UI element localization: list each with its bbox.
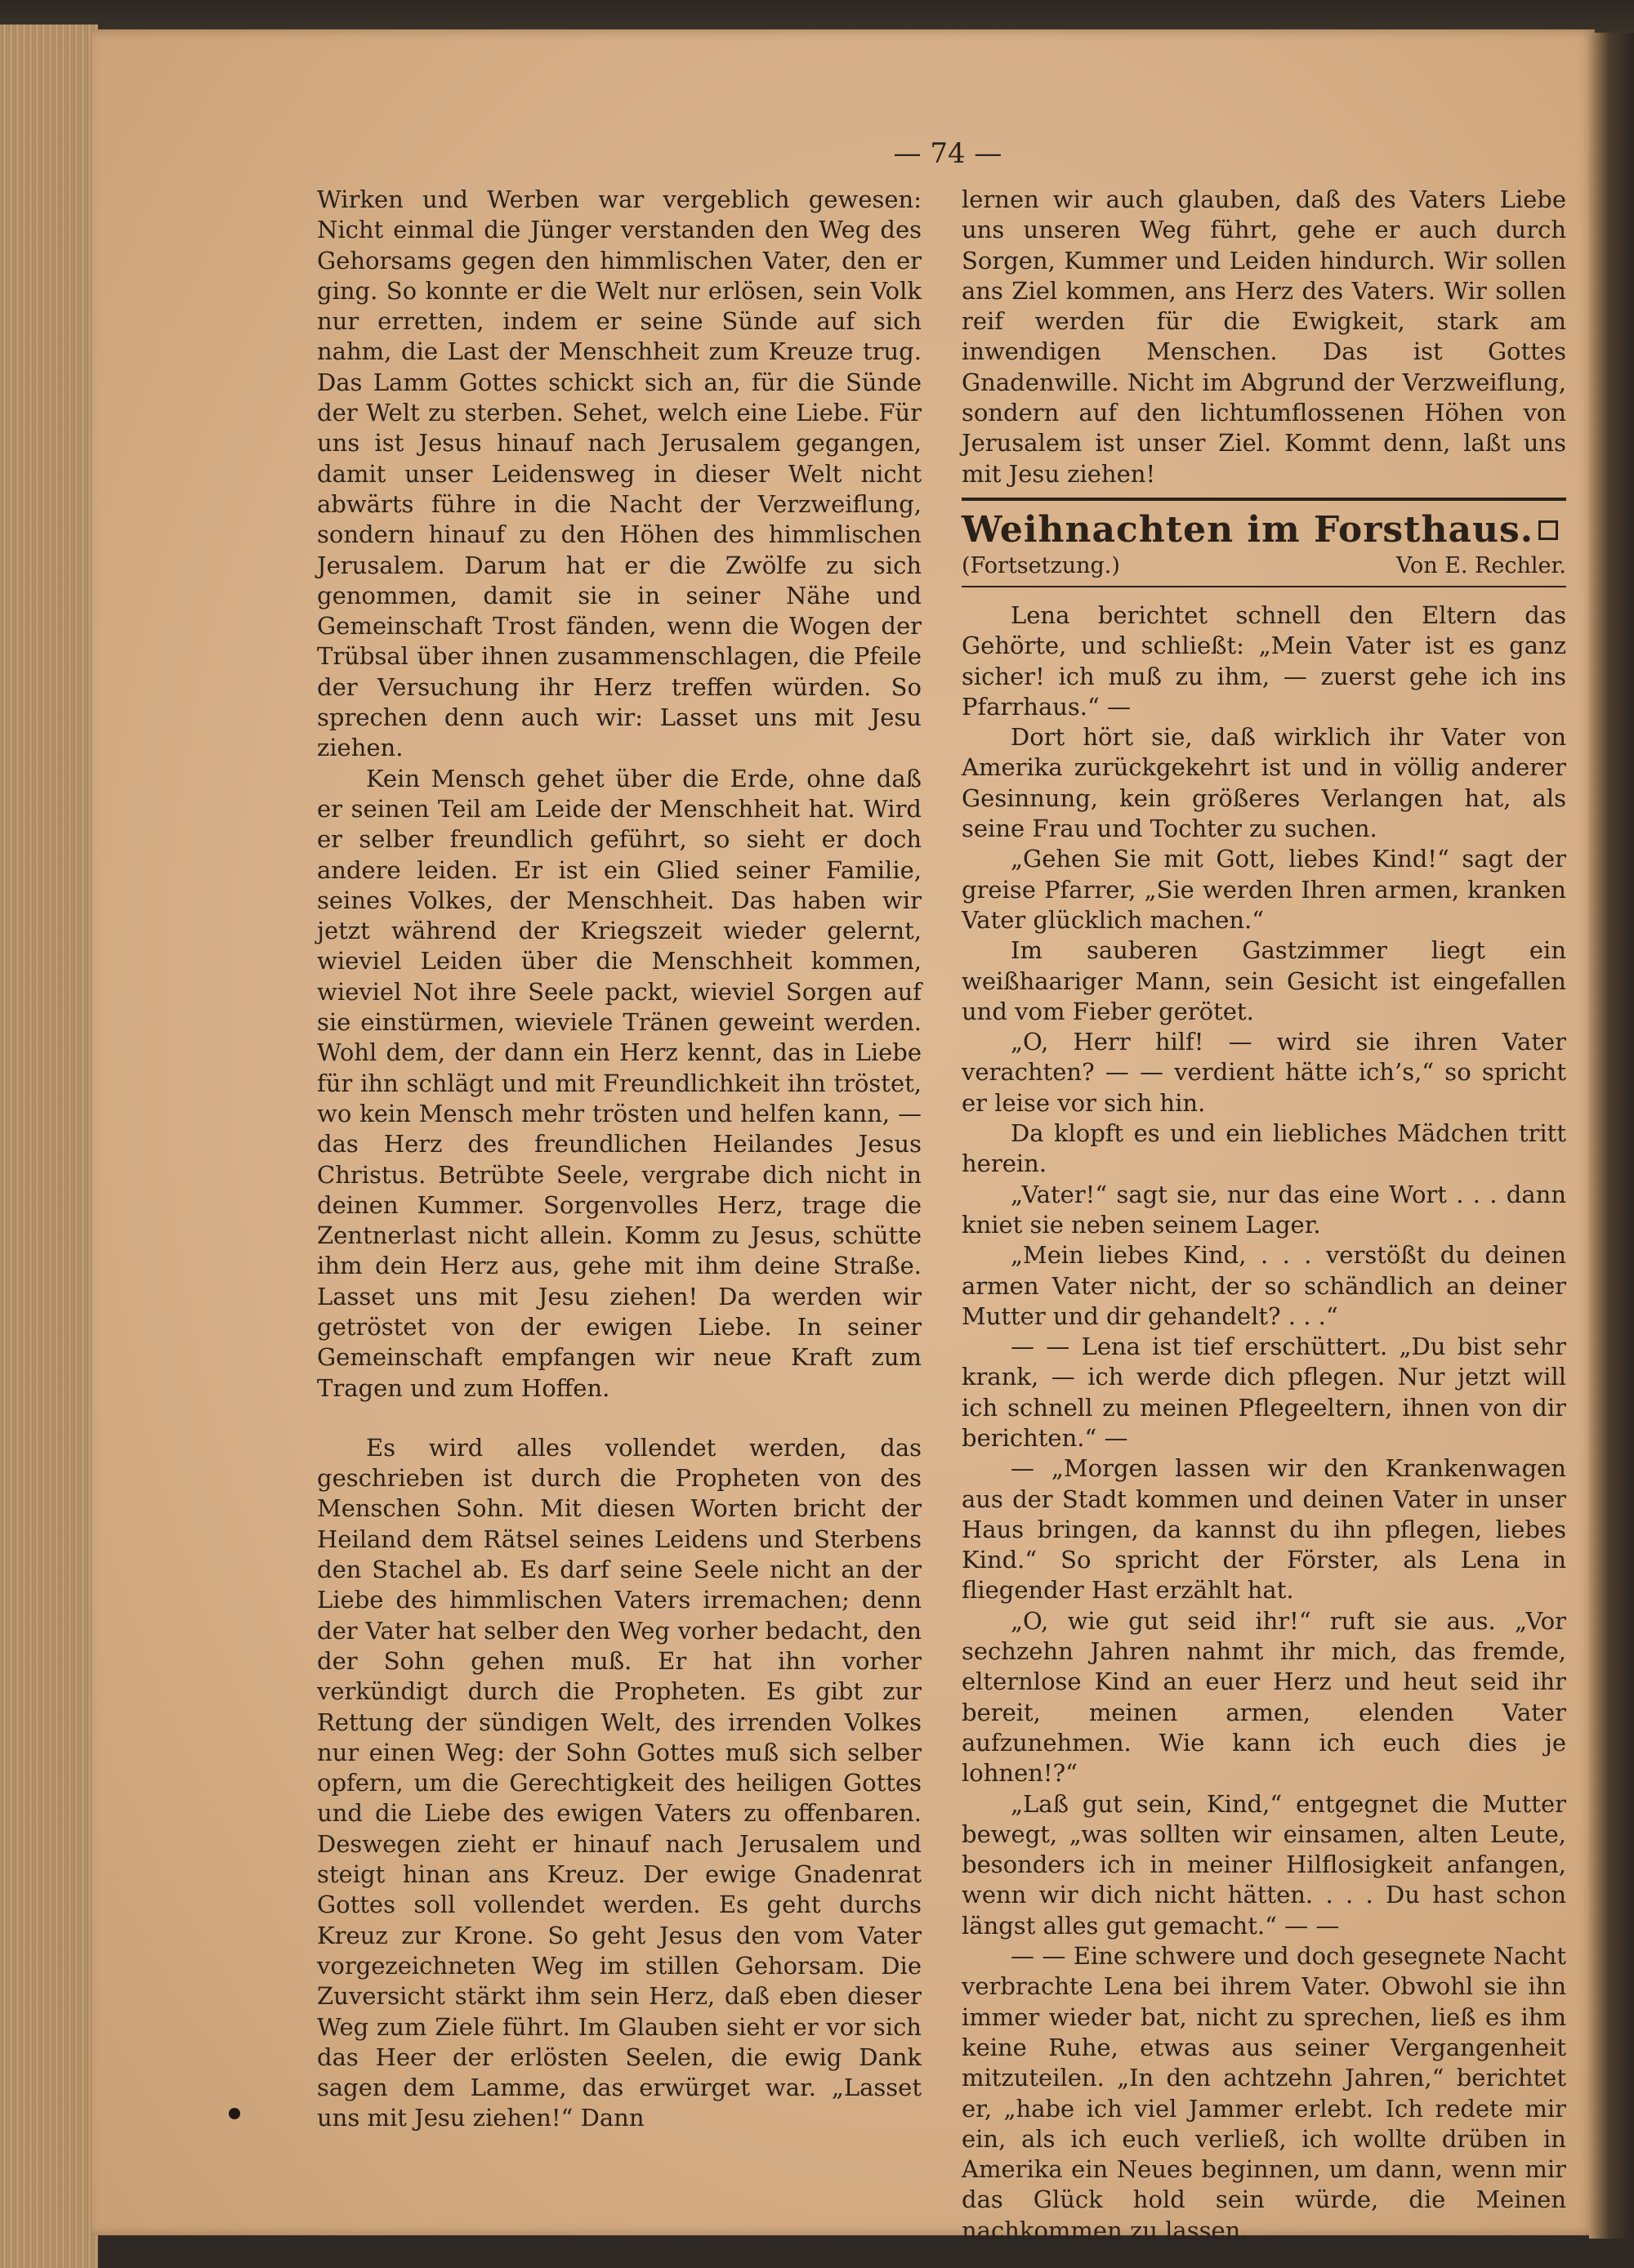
right-intro-paragraph: lernen wir auch glauben, daß des Vaters Liebe uns unseren Weg führt, gehe er auch durch Sorgen, Kummer und Leiden hindurch. Wir sollen ans Ziel kommen, ans Herz des Vaters. Wir sollen reif werden für die Ewigkeit, stark am inwendigen Menschen. Das ist Gottes Gnadenwille. Nicht im Abgrund der Verzweiflung, sondern auf den lichtumflossenen Höhen von Jerusalem ist unser Ziel. Kommt denn, laßt uns mit Jesu ziehen! [962, 185, 1566, 488]
story-paragraph: — — Eine schwere und doch gesegnete Nacht verbrachte Lena bei ihrem Vater. Obwohl sie ihn immer wieder bat, nicht zu sprechen, ließ es ihm keine Ruhe, etwas aus seiner Vergangenheit mitzuteilen. „In den achtzehn Jahren,“ berichtet er, „habe ich viel Jammer erlebt. Ich redete mir ein, als ich euch verließ, ich wollte drüben in Amerika ein Neues beginnen, um dann, wenn mir das Glück hold sein würde, die Meinen nachkommen zu lassen. [962, 1942, 1566, 2244]
page-number: — 74 — [893, 137, 1002, 170]
story-paragraph: Lena berichtet schnell den Eltern das Gehörte, und schließt: „Mein Vater ist es ganz sicher! ich muß zu ihm, — zuerst gehe ich ins Pfarrhaus.“ — [962, 600, 1566, 721]
paragraph-gap [317, 1404, 922, 1433]
left-paragraph-3: Es wird alles vollendet werden, das geschrieben ist durch die Propheten von des Menschen Sohn. Mit diesen Worten bricht der Heiland dem Rätsel seines Leidens und Sterbens den Stachel ab. Es darf seine Seele nicht an der Liebe des himmlischen Vaters irremachen; denn der Vater hat selber den Weg vorher bedacht, den der Sohn gehen muß. Er hat ihn vorher verkündigt durch die Propheten. Es gibt zur Rettung der sündigen Welt, des irrenden Volkes nur einen Weg: der Sohn Gottes muß sich selber opfern, um die Gerechtigkeit des heiligen Gottes und die Liebe des ewigen Vaters zu offenbaren. Deswegen zieht er hinauf nach Jerusalem und steigt hinan ans Kreuz. Der ewige Gnadenrat Gottes soll vollendet werden. Es geht durchs Kreuz zur Krone. So geht Jesus den vom Vater vorgezeichneten Weg im stillen Gehorsam. Die Zuversicht stärkt ihm sein Herz, daß eben dieser Weg zum Ziele führt. Im Glauben sieht er vor sich das Heer der erlösten Seelen, die ewig Dank sagen dem Lamme, das erwürget war. „Lasset uns mit Jesu ziehen!“ Dann [317, 1433, 922, 2132]
story-paragraph: „O, Herr hilf! — wird sie ihren Vater verachten? — — verdient hätte ich’s,“ so spricht er leise vor sich hin. [962, 1028, 1566, 1117]
story-byline [962, 551, 1566, 581]
ink-dot [229, 2108, 240, 2119]
byline-divider [962, 586, 1566, 587]
right-column [962, 185, 1566, 2246]
page-stack-edge [0, 25, 98, 2268]
left-column [317, 185, 922, 2134]
section-divider [962, 498, 1566, 501]
story-header [962, 509, 1566, 551]
story-paragraph: — — Lena ist tief erschüttert. „Du bist sehr krank, — ich werde dich pflegen. Nur jetzt will ich schnell zu meinen Pflegeeltern, ihnen von dir berichten.“ — [962, 1333, 1566, 1452]
story-paragraph: Im sauberen Gastzimmer liegt ein weißhaariger Mann, sein Gesicht ist eingefallen und vom Fieber gerötet. [962, 936, 1566, 1025]
story-paragraph: Dort hört sie, daß wirklich ihr Vater von Amerika zurückgekehrt ist und in völlig anderer Gesinnung, kein größeres Verlangen hat, als seine Frau und Tochter zu suchen. [962, 723, 1566, 843]
story-paragraph: „Mein liebes Kind, . . . verstößt du deinen armen Vater nicht, der so schändlich an deiner Mutter und dir gehandelt? . . .“ [962, 1241, 1566, 1330]
story-paragraph: — „Morgen lassen wir den Krankenwagen aus der Stadt kommen und deinen Vater in unser Haus bringen, da kannst du ihn pflegen, liebes Kind.“ So spricht der Förster, als Lena in fliegender Hast erzählt hat. [962, 1454, 1566, 1605]
story-paragraph: „O, wie gut seid ihr!“ ruft sie aus. „Vor sechzehn Jahren nahmt ihr mich, das fremde, elternlose Kind an euer Herz und heut seid ihr bereit, meinen armen, elenden Vater aufzunehmen. Wie kann ich euch dies je lohnen!?“ [962, 1606, 1566, 1788]
story-title: Weihnachten im Forsthaus. [962, 509, 1534, 551]
left-paragraph-2: Kein Mensch gehet über die Erde, ohne daß er seinen Teil am Leide der Menschheit hat. Wird er selber freundlich geführt, so sieht er doch andere leiden. Er ist ein Glied seiner Familie, seines Volkes, der Menschheit. Das haben wir jetzt während der Kriegszeit wieder gelernt, wieviel Leiden über die Menschheit kommen, wieviel Not ihre Seele packt, wieviel Sorgen auf sie einstürmen, wieviele Tränen geweint werden. Wohl dem, der dann ein Herz kennt, das in Liebe für ihn schlägt und mit Freundlichkeit ihn tröstet, wo kein Mensch mehr trösten und helfen kann, — das Herz des freundlichen Heilandes Jesus Christus. Betrübte Seele, vergrabe dich nicht in deinen Kummer. Sorgenvolles Herz, trage die Zentnerlast nicht allein. Komm zu Jesus, schütte ihm dein Herz aus, gehe mit ihm deine Straße. Lasset uns mit Jesu ziehen! Da werden wir getröstet von der ewigen Liebe. In seiner Gemeinschaft empfangen wir neue Kraft zum Tragen und zum Hoffen. [317, 764, 922, 1402]
square-ornament-icon [1538, 520, 1558, 540]
story-paragraph: Da klopft es und ein liebliches Mädchen tritt herein. [962, 1119, 1566, 1178]
story-subtitle: (Fortsetzung.) [962, 552, 1120, 578]
story-paragraph: „Laß gut sein, Kind,“ entgegnet die Mutter bewegt, „was sollten wir einsamen, alten Leute, besonders ich in meiner Hilflosigkeit anfangen, wenn wir dich nicht hätten. . . . Du hast schon längst alles gut gemacht.“ — — [962, 1789, 1566, 1940]
story-paragraph: „Gehen Sie mit Gott, liebes Kind!“ sagt der greise Pfarrer, „Sie werden Ihren armen, kranken Vater glücklich machen.“ [962, 845, 1566, 934]
story-paragraph: „Vater!“ sagt sie, nur das eine Wort . . . dann kniet sie neben seinem Lager. [962, 1180, 1566, 1239]
story-author: Von E. Rechler. [1395, 552, 1566, 578]
book-gutter [1589, 33, 1634, 2239]
left-paragraph-1: Wirken und Werben war vergeblich gewesen: Nicht einmal die Jünger verstanden den Weg des Gehorsams gegen den himmlischen Vater, den er ging. So konnte er die Welt nur erlösen, sein Volk nur erretten, indem er seine Sünde auf sich nahm, die Last der Menschheit zum Kreuze trug. Das Lamm Gottes schickt sich an, für die Sünde der Welt zu sterben. Sehet, welch eine Liebe. Für uns ist Jesus hinauf nach Jerusalem gegangen, damit unser Leidensweg in dieser Welt nicht abwärts führe in die Nacht der Verzweiflung, sondern hinauf zu den Höhen des himmlischen Jerusalem. Darum hat er die Zwölfe zu sich genommen, damit sie in seiner Nähe und Gemeinschaft Trost fänden, wenn die Wogen der Trübsal über ihnen zusammenschlagen, die Pfeile der Versuchung ihr Herz treffen würden. So sprechen denn auch wir: Lasset uns mit Jesu ziehen. [317, 185, 922, 762]
